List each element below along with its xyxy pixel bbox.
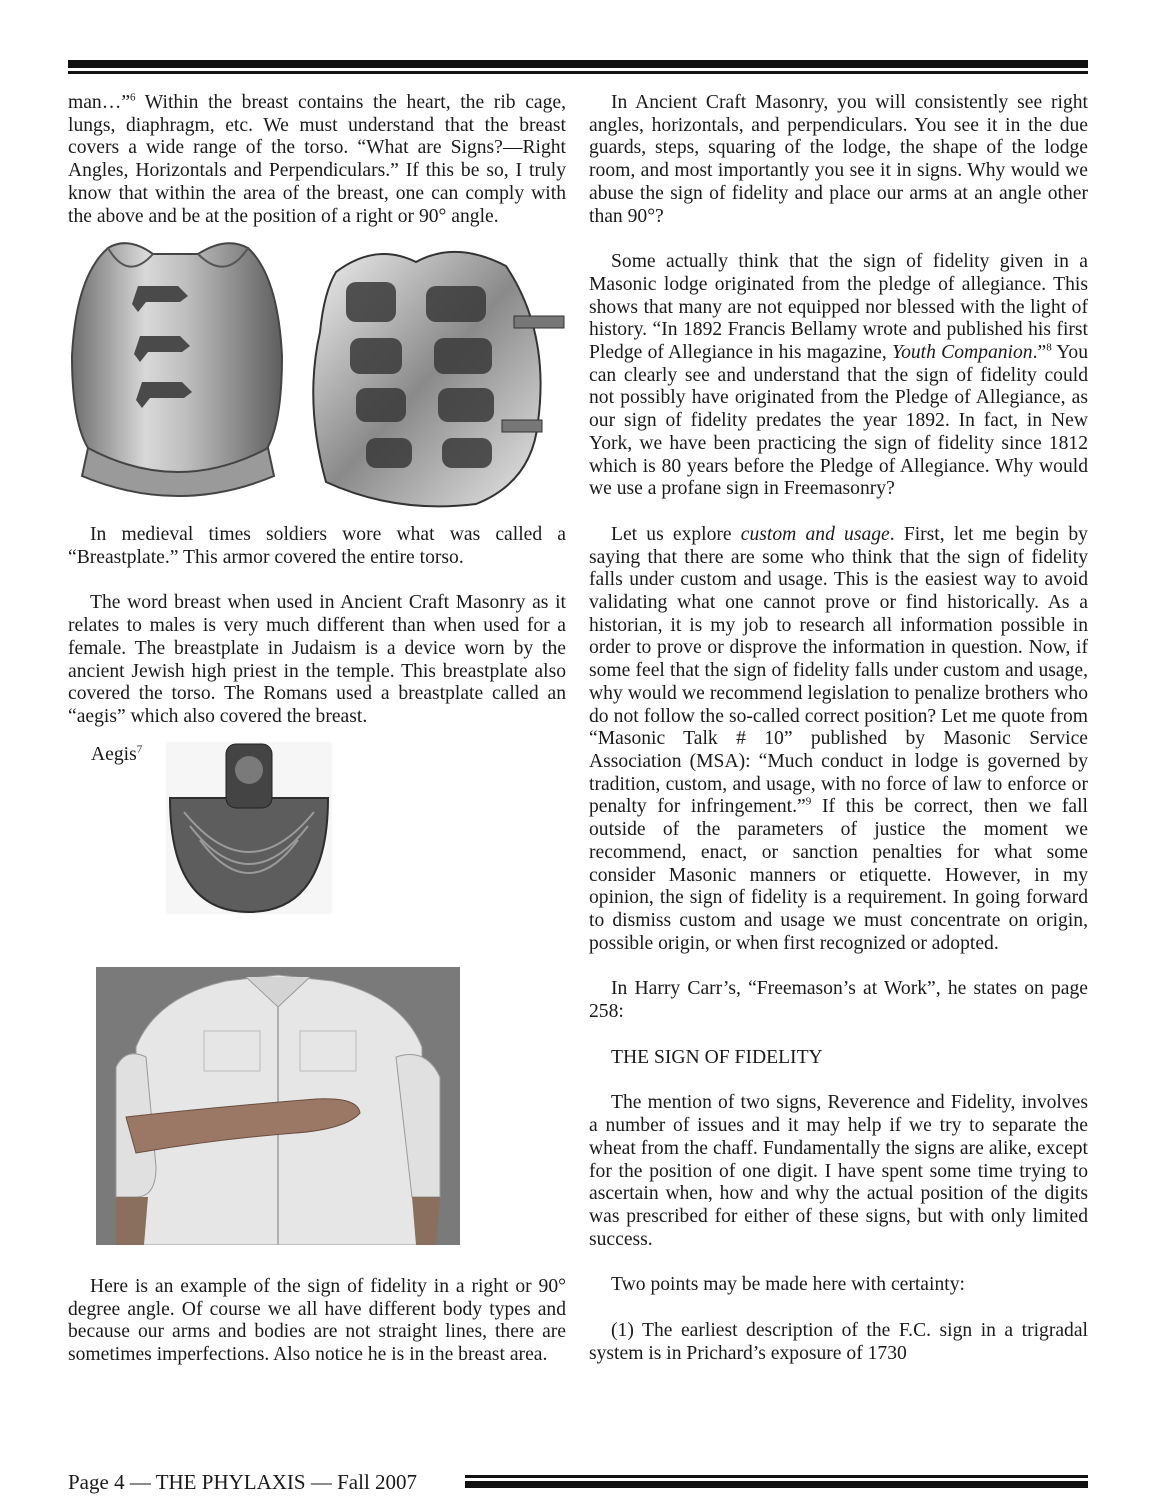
- left-paragraph-3: The word breast when used in Ancient Craft Masonry as it relates to males is very much different than when used for a female. The breastplate in Judaism is a device worn by the ancient Jewish high priest in the temple. This breastplate also covered the torso. The Romans used a breastplate called an “aegis” which also covered the breast.: [68, 592, 566, 727]
- left-paragraph-4: Here is an example of the sign of fidelity in a right or 90° degree angle. Of course we all have different body types and because our arms and bodies are not straight lines, there are sometimes imperfections. Also notice he is in the breast area.: [68, 1276, 566, 1366]
- page-footer: Page 4 — THE PHYLAXIS — Fall 2007: [68, 1470, 418, 1494]
- sign-of-fidelity-photo: [96, 967, 460, 1245]
- right-paragraph-4: In Harry Carr’s, “Freemason’s at Work”, he states on page 258:: [589, 978, 1088, 1023]
- right-paragraph-3: Let us explore custom and usage. First, let me begin by saying that there are some who think that the sign of fidelity falls under custom and usage. This is the easiest way to avoid validating what one cannot prove or find historically. As a historian, it is my job to research all information possible in order to prove or disprove the information in question. Now, if some feel that the sign of fidelity falls under custom and usage, why would we recommend legislation to penalize brothers who do not follow the so-called correct position? Let me quote from “Masonic Talk # 10” published by Masonic Service Association (MSA): “Much conduct in lodge is governed by tradition, custom, and usage, with no force of law to enforce or penalty for infringement.”$^9$ If this be correct, then we fall outside of the parameters of justice the moment we recommend, enact, or sanction penalties for what some consider Masonic manners or etiquette. However, in my opinion, the sign of fidelity is a requirement. In going forward to dismiss custom and usage we must concentrate on origin, possible origin, or when first recognized or adopted.: [589, 523, 1088, 954]
- aegis-caption: Aegis$^7$: [91, 743, 143, 765]
- footer-rule-thick: [465, 1481, 1088, 1488]
- left-column-breastplate-text: [68, 524, 566, 729]
- aegis-image: [166, 742, 332, 914]
- top-rule-thin: [68, 71, 1088, 74]
- footer-rule-thin: [465, 1475, 1088, 1478]
- left-paragraph-1: man…”$^6$ Within the breast contains the heart, the rib cage, lungs, diaphragm, etc. We must understand that the breast covers a wide range of the torso. “What are Signs?—Right Angles, Horizontals and Perpendiculars.” If this be so, I truly know that within the area of the breast, one can comply with the above and be at the position of a right or 90° angle.: [68, 91, 566, 227]
- quote-title: THE SIGN OF FIDELITY: [611, 1046, 823, 1068]
- right-paragraph-1: In Ancient Craft Masonry, you will consistently see right angles, horizontals, and perpendiculars. You see it in the due guards, steps, squaring of the lodge, the shape of the lodge room, and most importantly you see it in signs. Why would we abuse the sign of fidelity and place our arms at an angle other than 90°?: [589, 92, 1088, 227]
- quote-paragraph-2: Two points may be made here with certainty:: [611, 1274, 965, 1296]
- left-paragraph-2: In medieval times soldiers wore what was called a “Breastplate.” This armor covered the entire torso.: [68, 524, 566, 568]
- right-column: [589, 92, 1088, 1365]
- quote-paragraph-1: The mention of two signs, Reverence and Fidelity, involves a number of issues and it may help if we try to separate the wheat from the chaff. Fundamentally the signs are alike, except for the position of one digit. I have spent some time trying to ascertain when, how and why the actual position of the digits was prescribed for either of these signs, but with only limited success.: [589, 1092, 1088, 1250]
- quote-paragraph-3: (1) The earliest description of the F.C. sign in a trigradal system is in Prichard’s exposure of 1730: [589, 1320, 1088, 1364]
- roman-muscle-cuirass-image: [306, 242, 566, 510]
- top-rule-thick: [68, 60, 1088, 68]
- medieval-breastplate-image: [68, 236, 286, 508]
- left-column-intro: [68, 92, 566, 228]
- right-paragraph-2: Some actually think that the sign of fidelity given in a Masonic lodge originated from the pledge of allegiance. This shows that many are not equipped nor blessed with the light of history. “In 1892 Francis Bellamy wrote and published his first Pledge of Allegiance in his magazine, Youth Companion.”$^8$ You can clearly see and understand that the sign of fidelity could not possibly have originated from the Pledge of Allegiance, as our sign of fidelity predates the year 1892. In fact, in New York, we have been practicing the sign of fidelity since 1812 which is 80 years before the Pledge of Allegiance. Why would we use a profane sign in Freemasonry?: [589, 251, 1089, 500]
- left-column-example-text: [68, 1276, 566, 1367]
